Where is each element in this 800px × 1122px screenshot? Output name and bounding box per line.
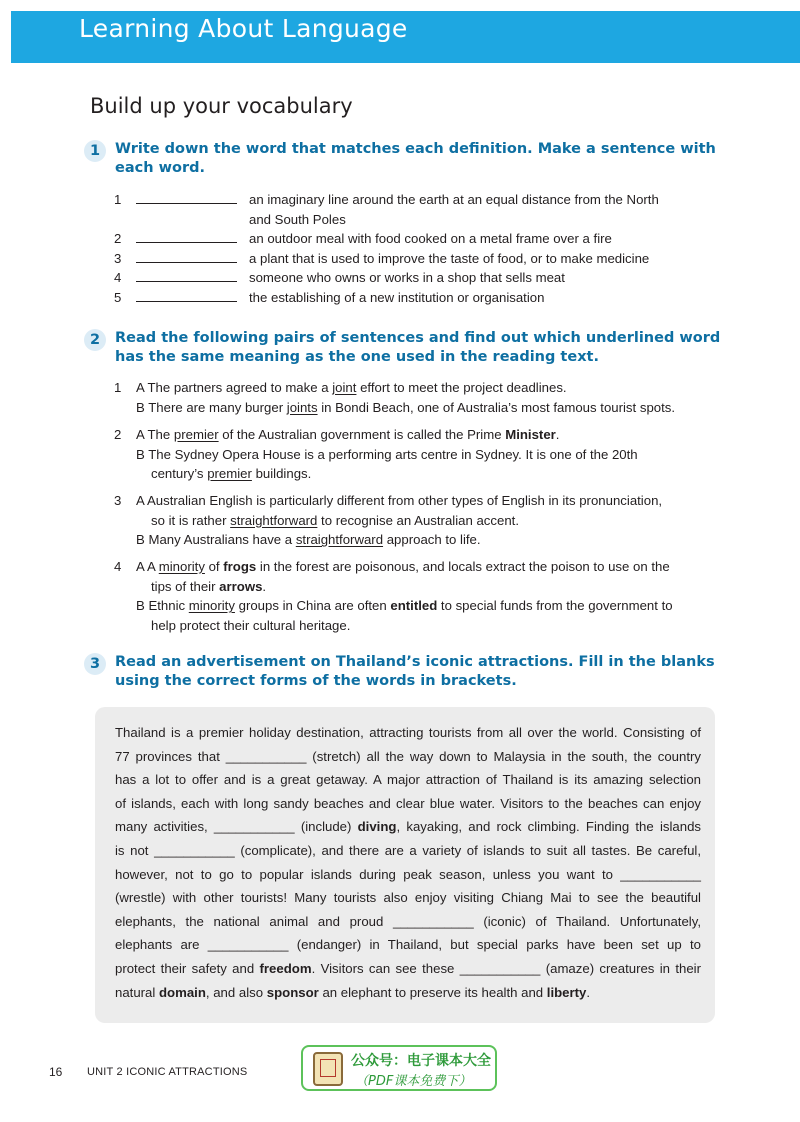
advertisement-line: [115, 768, 701, 792]
definition-line: an imaginary line around the earth at an equal distance from the North: [249, 192, 659, 207]
advertisement-line: [115, 957, 701, 981]
underlined-word: joints: [286, 399, 318, 415]
sentence-letter: A: [136, 427, 145, 442]
exercise-3-instructions: [115, 653, 715, 690]
advertisement-text-run: elephants are ___________ (endanger) in Thailand, but special parks have been set up to: [115, 937, 701, 953]
sentence-a-continuation: [114, 511, 714, 531]
bold-word: frogs: [223, 559, 257, 574]
exercise-1-number: 1: [84, 140, 106, 162]
sentence-b: [114, 398, 714, 418]
exercise-1-instructions-line: each word.: [115, 159, 205, 176]
section-title: Build up your vocabulary: [90, 94, 353, 118]
sentence-text: Ethnic: [144, 598, 189, 614]
definition-number: 4: [114, 270, 122, 285]
bold-word: arrows: [219, 578, 263, 594]
underlined-word: joint: [332, 380, 357, 395]
sentence-text: effort to meet the project deadlines.: [356, 380, 567, 395]
book-icon: [313, 1052, 343, 1086]
bold-word: entitled: [390, 598, 438, 614]
advertisement-line: [115, 815, 701, 839]
exercise-2-instructions-line: has the same meaning as the one used in the reading text.: [115, 348, 599, 365]
sentence-letter: B: [136, 532, 145, 548]
underlined-word: minority: [158, 559, 205, 574]
pair-number: 1: [114, 380, 122, 395]
sentence-text: approach to life.: [383, 532, 481, 548]
definition-row: [114, 288, 714, 308]
exercise-2-instructions-line: Read the following pairs of sentences and find out which underlined word: [115, 330, 721, 346]
advertisement-text-run: 77 provinces that ___________ (stretch) all the way down to Malaysia in the south, the country: [115, 748, 701, 764]
sentence-text: The Sydney Opera House is a performing arts centre in Sydney. It is one of the 20th: [144, 446, 638, 462]
definition-text: [249, 190, 659, 229]
exercise-1-instructions-line: Write down the word that matches each definition. Make a sentence with: [115, 141, 716, 157]
pair-number: 4: [114, 559, 122, 574]
advertisement-box: [95, 707, 715, 1023]
sentence-text: There are many burger: [144, 399, 287, 415]
advertisement-line: [115, 910, 701, 934]
definition-number: 3: [114, 251, 122, 266]
definition-text: an outdoor meal with food cooked on a metal frame over a fire: [249, 231, 612, 246]
advertisement-text-run: is not ___________ (complicate), and there are a variety of islands to suit all tastes. Be careful,: [115, 842, 701, 858]
sentence-text: buildings.: [251, 466, 312, 482]
sentence-text: The partners agreed to make a: [144, 380, 333, 395]
answer-blank: [136, 281, 237, 282]
bold-word: freedom: [259, 960, 312, 976]
exercise-2-instructions: [115, 329, 721, 366]
underlined-word: premier: [173, 427, 219, 442]
exercise-3-instructions-line: Read an advertisement on Thailand’s iconic attractions. Fill in the blanks: [115, 654, 715, 670]
definition-row: [114, 268, 714, 288]
sentence-pair: [114, 425, 714, 484]
sentence-text: in Bondi Beach, one of Australia’s most famous tourist spots.: [317, 399, 676, 415]
sentence-b: [114, 530, 714, 550]
sentence-a: [114, 557, 714, 577]
bold-word: liberty: [546, 984, 587, 1000]
answer-blank: [136, 242, 237, 243]
sentence-text: .: [555, 427, 560, 442]
sentence-letter: B: [136, 598, 145, 614]
underlined-word: straightforward: [230, 512, 318, 528]
sentence-letter: B: [136, 446, 145, 462]
advertisement-text-run: many activities, ___________ (include): [115, 819, 358, 835]
advertisement-text-run: .: [586, 984, 591, 1000]
advertisement-text-run: . Visitors can see these ___________ (amaze) creatures in their: [311, 960, 702, 976]
exercise-2-number: 2: [84, 329, 106, 351]
advertisement-text-run: however, not to go to popular islands during peak season, unless you want to ___________: [115, 866, 701, 882]
sentence-text: groups in China are often: [234, 598, 391, 614]
sentence-a: [114, 491, 714, 511]
sentence-a: [114, 378, 714, 398]
sentence-letter: A: [136, 380, 145, 395]
advertisement-line: [115, 839, 701, 863]
sentence-b: [114, 596, 714, 616]
watermark-badge: [301, 1045, 497, 1091]
book-icon-frame: [320, 1059, 336, 1077]
answer-blank: [136, 262, 237, 263]
advertisement-line: [115, 863, 701, 887]
sentence-text: century’s: [151, 466, 208, 482]
advertisement-text-run: an elephant to preserve its health and: [318, 984, 547, 1000]
advertisement-text-run: , and also: [205, 984, 267, 1000]
sentence-b-continuation: help protect their cultural heritage.: [151, 617, 351, 633]
answer-blank: [136, 203, 237, 204]
sentence-text: to recognise an Australian accent.: [317, 512, 519, 528]
bold-word: sponsor: [266, 984, 319, 1000]
watermark-line-2: （PDF课本免费下）: [355, 1074, 472, 1089]
definition-row: [114, 190, 714, 227]
underlined-word: minority: [188, 598, 235, 614]
sentence-pair: [114, 378, 714, 417]
sentence-text: A: [144, 559, 159, 574]
definition-text: someone who owns or works in a shop that sells meat: [249, 270, 565, 285]
definition-line: and South Poles: [249, 211, 346, 227]
advertisement-text-run: protect their safety and: [115, 960, 260, 976]
sentence-text: to special funds from the government to: [437, 598, 673, 614]
advertisement-text-run: of islands, each with long sandy beaches and clear blue water. Visitors to the beaches can enjoy: [115, 795, 701, 811]
exercise-3-instructions-line: using the correct forms of the words in brackets.: [115, 672, 517, 689]
sentence-pair: [114, 557, 714, 635]
sentence-text: so it is rather: [151, 512, 231, 528]
definition-row: [114, 229, 714, 249]
definition-row: [114, 249, 714, 269]
advertisement-text-run: Thailand is a premier holiday destination, attracting tourists from all over the world. Consisting of: [115, 725, 701, 740]
advertisement-text-run: (wrestle) with other tourists! Many tourists also enjoy visiting Chiang Mai to see the beautiful: [115, 890, 701, 906]
definition-number: 1: [114, 192, 122, 207]
sentence-text: in the forest are poisonous, and locals extract the poison to use on the: [256, 559, 670, 574]
page-title: Learning About Language: [79, 14, 408, 43]
sentence-text: of: [204, 559, 224, 574]
underlined-word: premier: [207, 466, 252, 482]
sentence-text: of the Australian government is called the Prime: [218, 427, 506, 442]
definition-text: a plant that is used to improve the taste of food, or to make medicine: [249, 251, 650, 266]
sentence-text: Many Australians have a: [144, 532, 296, 548]
advertisement-text-run: has a lot to offer and is a great getaway. A major attraction of Thailand is its amazing selection: [115, 772, 701, 788]
sentence-b-continuation: [114, 464, 714, 484]
definition-number: 2: [114, 231, 122, 246]
advertisement-text-run: natural: [115, 984, 159, 1000]
page-number: 16: [49, 1065, 63, 1079]
bold-word: domain: [159, 984, 206, 1000]
unit-label: UNIT 2 ICONIC ATTRACTIONS: [87, 1066, 248, 1078]
sentence-text: tips of their: [151, 578, 220, 594]
pair-number: 2: [114, 427, 122, 442]
advertisement-text-run: elephants, the national animal and proud ___________ (iconic) of Thailand. Unfortunately,: [115, 913, 701, 929]
advertisement-text-run: , kayaking, and rock climbing. Finding the islands: [396, 819, 701, 835]
definition-number: 5: [114, 290, 122, 305]
sentence-pair: [114, 491, 714, 550]
exercise-3-number: 3: [84, 653, 106, 675]
sentence-a-continuation: [114, 577, 714, 597]
bold-word: diving: [357, 819, 397, 835]
answer-blank: [136, 301, 237, 302]
sentence-letter: A: [136, 559, 145, 574]
advertisement-line: [115, 886, 701, 910]
advertisement-line: [115, 933, 701, 957]
underlined-word: straightforward: [295, 532, 384, 548]
advertisement-text: [115, 721, 701, 1004]
exercise-1-instructions: [115, 140, 715, 177]
watermark-line-1: 公众号：电子课本大全: [351, 1053, 491, 1069]
sentence-text: Australian English is particularly different from other types of English in its pronunciation,: [144, 493, 663, 508]
sentence-letter: A: [136, 493, 145, 508]
sentence-a: [114, 425, 714, 445]
sentence-text: The: [144, 427, 174, 442]
advertisement-line: [115, 981, 701, 1005]
advertisement-line: [115, 745, 701, 769]
sentence-letter: B: [136, 399, 145, 415]
advertisement-line: [115, 721, 701, 745]
advertisement-line: [115, 792, 701, 816]
sentence-b: [114, 445, 714, 465]
pair-number: 3: [114, 493, 122, 508]
sentence-text: .: [262, 578, 267, 594]
definition-text: the establishing of a new institution or organisation: [249, 290, 545, 305]
bold-word: Minister: [505, 427, 556, 442]
